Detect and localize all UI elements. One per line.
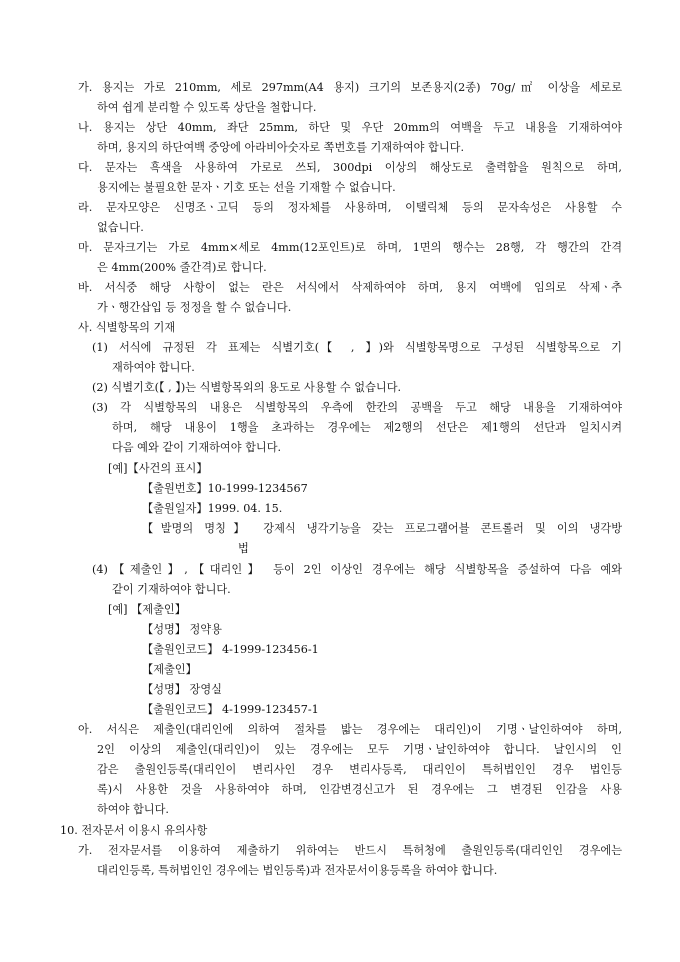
item-ba-line-2: 가ㆍ행간삽입 등 정정을 할 수 없습니다. bbox=[97, 301, 292, 314]
example2-applicant-code-2: 【출원인코드】 4-1999-123457-1 bbox=[142, 703, 319, 716]
item-ga-line-1: 가. 용지는 가로 210mm, 세로 297mm(A4 용지) 크기의 보존용지(2종) 70g/㎡ 이상을 세로로 bbox=[78, 81, 622, 94]
example2-name-2: 【성명】 장영실 bbox=[142, 683, 222, 696]
item-na-line-1: 나. 용지는 상단 40mm, 좌단 25mm, 하단 및 우단 20mm의 여백을 두고 내용을 기재하여야 bbox=[78, 121, 622, 134]
item-sa-title: 사. 식별항목의 기재 bbox=[78, 321, 176, 334]
sa-sub2: (2) 식별기호(【 , 】)는 식별항목외의 용도로 사용할 수 없습니다. bbox=[92, 381, 402, 394]
sa-sub3-line-3: 다음 예와 같이 기재하여야 합니다. bbox=[112, 441, 282, 454]
section-10-ga-line-1: 가. 전자문서를 이용하여 제출하기 위하여는 반드시 특허청에 출원인등록(대리인인 경우에는 bbox=[78, 844, 622, 857]
example2-submitter-2: 【제출인】 bbox=[142, 663, 197, 676]
item-da-line-2: 용지에는 불필요한 문자ㆍ기호 또는 선을 기재할 수 없습니다. bbox=[97, 181, 396, 194]
example2-heading: [예] 【제출인】 bbox=[108, 603, 186, 616]
sa-sub1-line-2: 재하여야 합니다. bbox=[112, 361, 195, 374]
item-ah-line-5: 하여야 합니다. bbox=[97, 803, 169, 816]
example1-invention-title-line-2: 법 bbox=[238, 542, 249, 555]
sa-sub4-line-1: (4)【제출인】,【대리인】 등이 2인 이상인 경우에는 해당 식별항목을 증설하여 다음 예와 bbox=[92, 563, 622, 576]
item-da-line-1: 다. 문자는 흑색을 사용하여 가로로 쓰되, 300dpi 이상의 해상도로 출력함을 원칙으로 하며, bbox=[78, 161, 622, 174]
item-ah-line-4: 록)시 사용한 것을 사용하여야 하며, 인감변경신고가 된 경우에는 그 변경된 인감을 사용 bbox=[97, 783, 622, 796]
item-ga-line-2: 하여 쉽게 분리할 수 있도록 상단을 철합니다. bbox=[97, 101, 317, 114]
example1-invention-title-line-1: 【발명의 명칭】 강제식 냉각기능을 갖는 프로그램어블 콘트롤러 및 이의 냉각방 bbox=[142, 522, 622, 535]
example1-filing-date: 【출원일자】1999. 04. 15. bbox=[142, 502, 283, 515]
item-ah-line-3: 감은 출원인등록(대리인이 변리사인 경우 변리사등록, 대리인이 특허법인인 경우 법인등 bbox=[97, 763, 622, 776]
item-ah-line-2: 2인 이상의 제출인(대리인)이 있는 경우에는 모두 기명ㆍ날인하여야 합니다. 날인시의 인 bbox=[97, 743, 622, 756]
section-10-title: 10. 전자문서 이용시 유의사항 bbox=[60, 824, 208, 837]
item-ra-line-2: 없습니다. bbox=[97, 221, 144, 234]
item-ra-line-1: 라. 문자모양은 신명조ㆍ고딕 등의 정자체를 사용하며, 이탤릭체 등의 문자속성은 사용할 수 bbox=[78, 201, 622, 214]
sa-sub1-line-1: (1) 서식에 규정된 각 표제는 식별기호(【 , 】)와 식별항목명으로 구성된 식별항목으로 기 bbox=[92, 341, 622, 354]
example2-applicant-code-1: 【출원인코드】 4-1999-123456-1 bbox=[142, 643, 319, 656]
item-ma-line-1: 마. 문자크기는 가로 4mm×세로 4mm(12포인트)로 하며, 1면의 행수는 28행, 각 행간의 간격 bbox=[78, 241, 622, 254]
item-ma-line-2: 은 4mm(200% 줄간격)로 합니다. bbox=[97, 261, 267, 274]
example2-name-1: 【성명】 정약용 bbox=[142, 623, 222, 636]
example1-heading: [예]【사건의 표시】 bbox=[108, 462, 208, 475]
item-ba-line-1: 바. 서식중 해당 사항이 없는 란은 서식에서 삭제하여야 하며, 용지 여백에 임의로 삭제ㆍ추 bbox=[78, 281, 622, 294]
sa-sub3-line-2: 하며, 해당 내용이 1행을 초과하는 경우에는 제2행의 선단은 제1행의 선단과 일치시켜 bbox=[112, 421, 622, 434]
item-na-line-2: 하며, 용지의 하단여백 중앙에 아라비아숫자로 쪽번호를 기재하여야 합니다. bbox=[97, 141, 465, 154]
section-10-ga-line-2: 대리인등록, 특허법인인 경우에는 법인등록)과 전자문서이용등록을 하여야 합니다. bbox=[97, 864, 498, 877]
item-ah-line-1: 아. 서식은 제출인(대리인에 의하여 절차를 밟는 경우에는 대리인)이 기명ㆍ날인하여야 하며, bbox=[78, 723, 622, 736]
sa-sub3-line-1: (3) 각 식별항목의 내용은 식별항목의 우측에 한칸의 공백을 두고 해당 내용을 기재하여야 bbox=[92, 401, 622, 414]
example1-filing-number: 【출원번호】10-1999-1234567 bbox=[142, 482, 308, 495]
sa-sub4-line-2: 같이 기재하여야 합니다. bbox=[112, 583, 231, 596]
